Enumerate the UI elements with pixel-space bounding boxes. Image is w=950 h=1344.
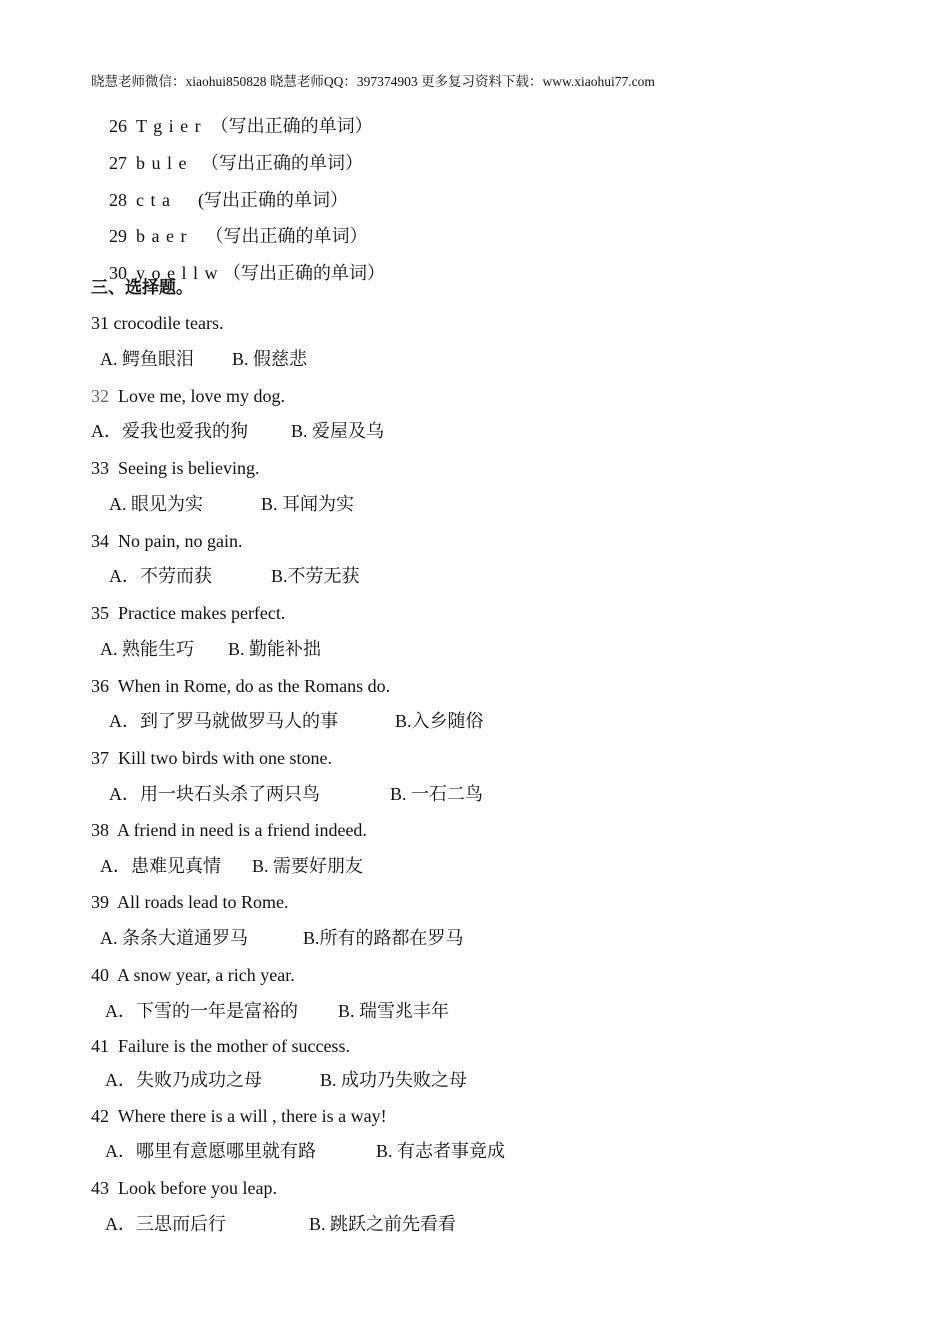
question-prompt [91, 312, 223, 334]
question-number: 26 [109, 116, 127, 136]
question-prompt [91, 1105, 387, 1127]
option-a[interactable]: A．不劳而获 [109, 566, 212, 586]
option-a[interactable]: A．到了罗马就做罗马人的事 [109, 711, 338, 731]
option-b[interactable]: B. 一石二鸟 [390, 784, 484, 804]
hint-text: （写出正确的单词） [223, 263, 385, 283]
question-text: Kill two birds with one stone. [118, 748, 332, 768]
option-b[interactable]: B.入乡随俗 [395, 711, 484, 731]
section-heading: 三、选择题。 [91, 278, 193, 298]
question-prompt [91, 964, 295, 986]
question-number: 33 [91, 458, 109, 478]
question-prompt [91, 819, 367, 841]
option-b[interactable]: B. 成功乃失败之母 [320, 1070, 468, 1090]
question-number: 32 [91, 386, 109, 406]
answer-options [105, 1000, 450, 1022]
scrambled-letters: b a e r [136, 226, 188, 246]
answer-options [100, 638, 322, 660]
question-number: 36 [91, 676, 109, 696]
question-text: Love me, love my dog. [118, 386, 285, 406]
question-text: Practice makes perfect. [118, 603, 286, 623]
answer-options [109, 710, 484, 732]
page-header: 晓慧老师微信：xiaohui850828 晓慧老师QQ：397374903 更多复习资料下载：www.xiaohui77.com [91, 74, 655, 89]
question-number: 27 [109, 153, 127, 173]
question-number: 43 [91, 1178, 109, 1198]
scrambled-letters: b u l e [136, 153, 188, 173]
option-a[interactable]: A．患难见真情 [100, 856, 221, 876]
question-prompt [91, 457, 259, 479]
hint-text: (写出正确的单词） [197, 190, 348, 210]
answer-options [100, 927, 464, 949]
option-a[interactable]: A．下雪的一年是富裕的 [105, 1001, 298, 1021]
option-a[interactable]: A．哪里有意愿哪里就有路 [105, 1141, 316, 1161]
hint-text: （写出正确的单词） [205, 226, 368, 246]
option-b[interactable]: B. 有志者事竟成 [376, 1141, 506, 1161]
question-text: Where there is a will , there is a way! [117, 1106, 387, 1126]
question-prompt [91, 385, 285, 407]
question-text: Seeing is believing. [118, 458, 260, 478]
question-text: When in Rome, do as the Romans do. [117, 676, 391, 696]
scrambled-letters: y o e l l w [136, 263, 219, 283]
question-prompt [91, 602, 285, 624]
option-a[interactable]: A. 熟能生巧 [100, 639, 194, 659]
question-text: A friend in need is a friend indeed. [117, 820, 367, 840]
question-number: 28 [109, 190, 127, 210]
question-prompt [91, 1177, 277, 1199]
option-b[interactable]: B. 假慈悲 [232, 349, 308, 369]
option-a[interactable]: A．失败乃成功之母 [105, 1070, 262, 1090]
question-number: 37 [91, 748, 109, 768]
answer-options [105, 1213, 457, 1235]
question-number: 39 [91, 892, 109, 912]
option-b[interactable]: B. 耳闻为实 [261, 494, 355, 514]
question-number: 38 [91, 820, 109, 840]
question-prompt [91, 675, 390, 697]
option-a[interactable]: A. 鳄鱼眼泪 [100, 349, 194, 369]
hint-text: （写出正确的单词） [210, 116, 373, 136]
option-a[interactable]: A．用一块石头杀了两只鸟 [109, 784, 320, 804]
question-text: No pain, no gain. [118, 531, 243, 551]
option-b[interactable]: B.所有的路都在罗马 [303, 928, 464, 948]
answer-options [109, 783, 484, 805]
option-b[interactable]: B.不劳无获 [271, 566, 360, 586]
question-number: 41 [91, 1036, 109, 1056]
question-number: 35 [91, 603, 109, 623]
option-b[interactable]: B. 瑞雪兆丰年 [338, 1001, 450, 1021]
question-text: Look before you leap. [118, 1178, 277, 1198]
question-number: 30 [109, 263, 127, 283]
question-prompt [91, 530, 242, 552]
scrambled-letters: T g i e r [136, 116, 202, 136]
question-text: crocodile tears. [113, 313, 224, 333]
question-number: 31 [91, 313, 109, 333]
question-number: 34 [91, 531, 109, 551]
answer-options [100, 348, 308, 370]
question-number: 29 [109, 226, 127, 246]
hint-text: （写出正确的单词） [201, 153, 363, 173]
question-prompt [91, 1035, 350, 1057]
answer-options [100, 855, 364, 877]
option-a[interactable]: A. 条条大道通罗马 [100, 928, 248, 948]
option-b[interactable]: B. 需要好朋友 [252, 856, 364, 876]
question-number: 40 [91, 965, 109, 985]
question-text: A snow year, a rich year. [117, 965, 295, 985]
answer-options [91, 420, 385, 442]
answer-options [109, 565, 360, 587]
option-a[interactable]: A．爱我也爱我的狗 [91, 421, 248, 441]
question-text: Failure is the mother of success. [118, 1036, 350, 1056]
answer-options [109, 493, 355, 515]
scrambled-letters: c t a [136, 190, 171, 210]
option-a[interactable]: A. 眼见为实 [109, 494, 203, 514]
question-number: 42 [91, 1106, 109, 1126]
option-b[interactable]: B. 爱屋及乌 [291, 421, 385, 441]
question-prompt [91, 891, 288, 913]
option-b[interactable]: B. 勤能补拙 [228, 639, 322, 659]
question-prompt [91, 747, 332, 769]
question-text: All roads lead to Rome. [117, 892, 289, 912]
option-a[interactable]: A．三思而后行 [105, 1214, 226, 1234]
answer-options [105, 1069, 468, 1091]
answer-options [105, 1140, 506, 1162]
option-b[interactable]: B. 跳跃之前先看看 [309, 1214, 457, 1234]
